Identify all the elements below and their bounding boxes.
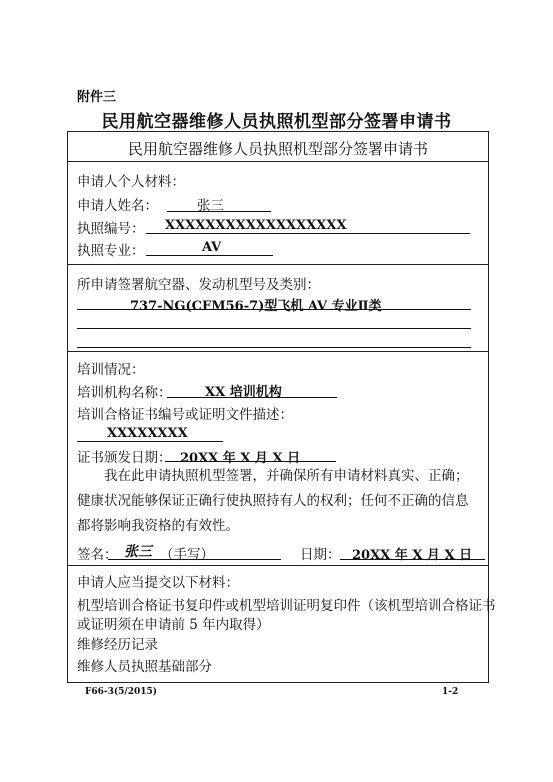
date-label: 日期： <box>300 547 341 563</box>
license-label: 执照编号： <box>77 221 145 237</box>
major-value: AV <box>202 240 222 255</box>
page-number: 1-2 <box>442 687 459 697</box>
name-value: 张三 <box>197 198 224 214</box>
date-underline <box>340 559 485 560</box>
cert-date-value: 20XX 年 X 月 X 日 <box>180 451 301 466</box>
form-number: F66-3(5/2015) <box>85 687 158 697</box>
annex-label: 附件三 <box>77 90 117 105</box>
materials-item-2: 维修经历记录 <box>77 637 158 653</box>
org-value: XX 培训机构 <box>205 385 282 400</box>
cert-underline <box>77 441 223 442</box>
aircraft-underline-3 <box>77 347 471 348</box>
divider <box>67 565 489 566</box>
license-value: XXXXXXXXXXXXXXXXXX <box>165 218 347 233</box>
cert-date-label: 证书颁发日期： <box>77 450 172 466</box>
major-underline <box>146 255 273 256</box>
license-underline <box>146 233 470 234</box>
signature-underline <box>108 559 281 560</box>
divider <box>67 161 489 162</box>
org-label: 培训机构名称： <box>77 385 172 401</box>
name-label: 申请人姓名： <box>77 198 158 214</box>
document-title: 民用航空器维修人员执照机型部分签署申请书 <box>101 112 452 132</box>
materials-item-3: 维修人员执照基础部分 <box>77 659 212 675</box>
materials-heading: 申请人应当提交以下材料： <box>77 575 239 591</box>
cert-date-underline <box>165 461 336 462</box>
aircraft-underline-2 <box>77 328 471 329</box>
form-title: 民用航空器维修人员执照机型部分签署申请书 <box>127 140 428 158</box>
cert-label: 培训合格证书编号或证明文件描述： <box>77 407 293 423</box>
org-underline <box>167 397 337 398</box>
aircraft-value: 737-NG(CFM56-7)型飞机 AV 专业Ⅱ类 <box>130 299 382 314</box>
signature: 张三 <box>124 544 152 560</box>
divider <box>67 264 489 265</box>
cert-value: XXXXXXXX <box>107 426 188 441</box>
materials-item-1-cont: 或证明须在申请前 5 年内取得） <box>77 617 270 633</box>
signature-label: 签名： <box>77 547 118 563</box>
date-value: 20XX 年 X 月 X 日 <box>352 548 473 563</box>
training-heading: 培训情况： <box>77 362 145 378</box>
aircraft-underline-1 <box>77 309 471 310</box>
major-label: 执照专业： <box>77 243 145 259</box>
signature-note: （手写） <box>160 547 214 563</box>
name-underline <box>167 211 271 212</box>
declaration-text: 我在此申请执照机型签署，并确保所有申请材料真实、正确；健康状况能够保证正确行使执照持有人的权利；任何不正确的信息都将影响我资格的有效性。 <box>77 468 469 534</box>
aircraft-heading: 所申请签署航空器、发动机型号及类别： <box>77 277 320 293</box>
materials-item-1: 机型培训合格证书复印件或机型培训证明复印件（该机型培训合格证书 <box>77 598 496 614</box>
divider <box>67 351 489 352</box>
applicant-heading: 申请人个人材料： <box>77 174 185 190</box>
